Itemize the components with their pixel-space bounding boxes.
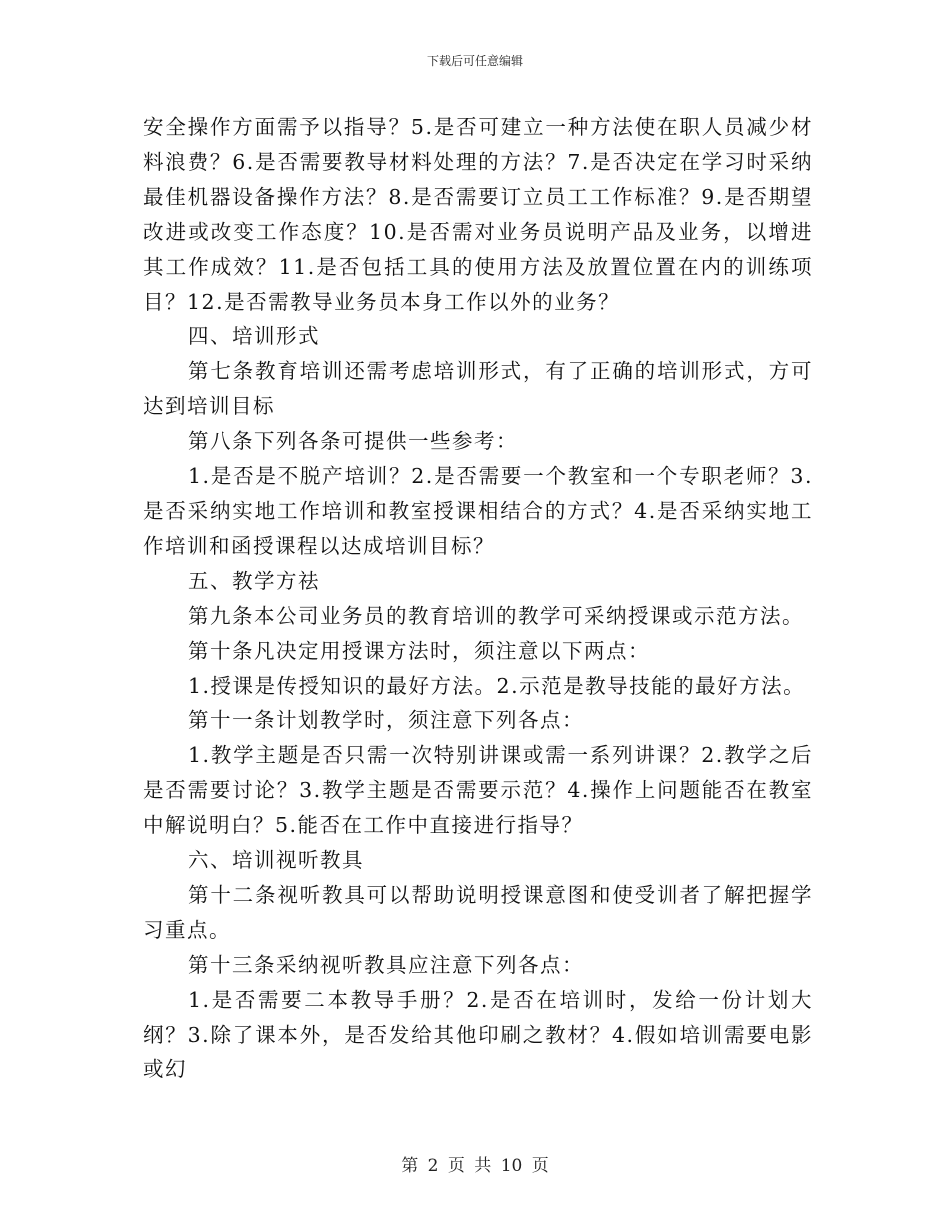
paragraph: 第十三条采纳视听教具应注意下列各点： (188, 952, 584, 977)
paragraph: 第十二条视听教具可以帮助说明授课意图和使受训者了解把握学习重点。 (143, 882, 813, 942)
section-heading: 五、教学方祛 (188, 568, 320, 593)
paragraph: 第十一条计划教学时，须注意下列各点： (188, 708, 584, 733)
paragraph: 安全操作方面需予以指导？5.是否可建立一种方法使在职人员减少材料浪费？6.是否需要教导材料处理的方法？7.是否决定在学习时采纳最佳机器设备操作方法？8.是否需要订立员工工作标准？9.是否期望改进或改变工作态度？10.是否需对业务员说明产品及业务，以增进其工作成效？11.是否包括工具的使用方法及放置位置在内的训练项目？12.是否需教导业务员本身工作以外的业务？ (143, 115, 813, 314)
paragraph: 1.教学主题是否只需一次特别讲课或需一系列讲课？2.教学之后是否需要讨论？3.教学主题是否需要示范？4.操作上问题能否在教室中解说明白？5.能否在工作中直接进行指导？ (143, 743, 813, 838)
page-header: 下载后可任意编辑 (426, 54, 523, 68)
paragraph: 1.授课是传授知识的最好方法。2.示范是教导技能的最好方法。 (188, 673, 806, 698)
section-heading: 四、培训形式 (188, 324, 320, 349)
page-footer: 第 2 页 共 10 页 (401, 1156, 549, 1176)
paragraph: 1.是否需要二本教导手册？2.是否在培训时，发给一份计划大纲？3.除了课本外，是否发给其他印刷之教材？4.假如培训需要电影或幻 (143, 987, 813, 1082)
document-body (143, 110, 813, 1087)
paragraph: 1.是否是不脱产培训？2.是否需要一个教室和一个专职老师？3.是否采纳实地工作培训和教室授课相结合的方式？4.是否采纳实地工作培训和函授课程以达成培训目标？ (143, 464, 813, 558)
paragraph: 第十条凡决定用授课方法时，须注意以下两点： (188, 638, 650, 663)
section-heading: 六、培训视听教具 (188, 848, 364, 873)
paragraph: 第七条教育培训还需考虑培训形式，有了正确的培训形式，方可达到培训目标 (143, 359, 813, 419)
paragraph: 第八条下列各条可提供一些参考： (188, 429, 518, 454)
paragraph: 第九条本公司业务员的教育培训的教学可采纳授课或示范方法。 (188, 603, 804, 628)
